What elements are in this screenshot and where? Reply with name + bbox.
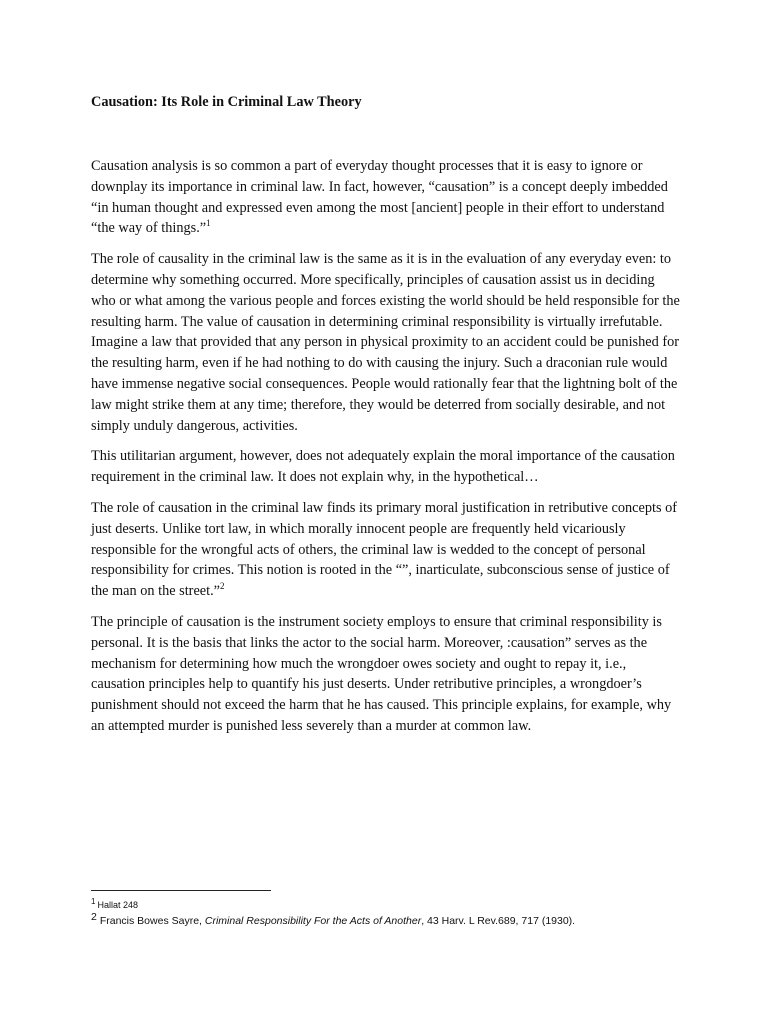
paragraph-1-text: Causation analysis is so common a part of everyday thought processes that it is easy to ignore or downplay its importance in criminal law. In fact, however, “causation” is a concept deeply imbedded “in human thought and expressed even among the most [ancient] people in their effort to understand “the way of things.”: [91, 158, 668, 237]
footnote-2-work: Criminal Responsibility For the Acts of Another: [204, 915, 422, 927]
footnotes: [91, 897, 681, 929]
footnote-2-citation: , 43 Harv. L Rev.689, 717 (1930).: [421, 915, 576, 927]
footnote-1: [91, 897, 681, 913]
footnote-1-number: 1: [91, 897, 96, 906]
document-page: [91, 0, 681, 1024]
paragraph-3: This utilitarian argument, however, does not adequately explain the moral importance of the causation requirement in the criminal law. It does not explain why, in the hypothetical…: [91, 448, 675, 486]
document-title: Causation: Its Role in Criminal Law Theory: [91, 94, 362, 110]
footnote-2-author: Francis Bowes Sayre,: [99, 915, 205, 927]
paragraph-2: The role of causality in the criminal law is the same as it is in the evaluation of any everyday even: to determine why something occurred. More specifically, principles of causation assist us in deciding who or what among the various people and forces existing the world should be held responsible for the resulting harm. The value of causation in determining criminal responsibility is virtually irrefutable. Imagine a law that provided that any person in physical proximity to an accident could be punished for the resulting harm, even if he had nothing to do with causing the injury. Such a draconian rule would have immense negative social consequences. People would rationally fear that the lightning bolt of the law might strike them at any time; therefore, they would be deterred from socially desirable, and not simply unduly dangerous, activities.: [91, 251, 680, 434]
footnote-ref-1[interactable]: 1: [206, 218, 211, 229]
document-body: [91, 156, 681, 747]
footnote-ref-2[interactable]: 2: [220, 581, 225, 592]
footnote-separator: [91, 890, 271, 891]
paragraph-4: [91, 498, 681, 602]
paragraph-1: [91, 156, 681, 239]
footnote-2-number: 2: [91, 910, 97, 923]
paragraph-5: The principle of causation is the instrument society employs to ensure that criminal responsibility is personal. It is the basis that links the actor to the social harm. Moreover, :causation” serves as the mechanism for determining how much the wrongdoer owes society and ought to repay it, i.e., causation principles help to quantify his just deserts. Under retributive principles, a wrongdoer’s punishment should not exceed the harm that he has caused. This principle explains, for example, why an attempted murder is punished less severely than a murder at common law.: [91, 613, 672, 734]
paragraph-4-text: The role of causation in the criminal law finds its primary moral justification in retributive concepts of just deserts. Unlike tort law, in which morally innocent people are frequently held vicariously responsible for the wrongful acts of others, the criminal law is wedded to the concept of personal responsibility for crimes. This notion is rooted in the “”, inarticulate, subconscious sense of justice of the man on the street.”: [91, 499, 678, 600]
footnote-1-text: Hallat 248: [97, 900, 138, 910]
footnote-2: [91, 910, 681, 929]
